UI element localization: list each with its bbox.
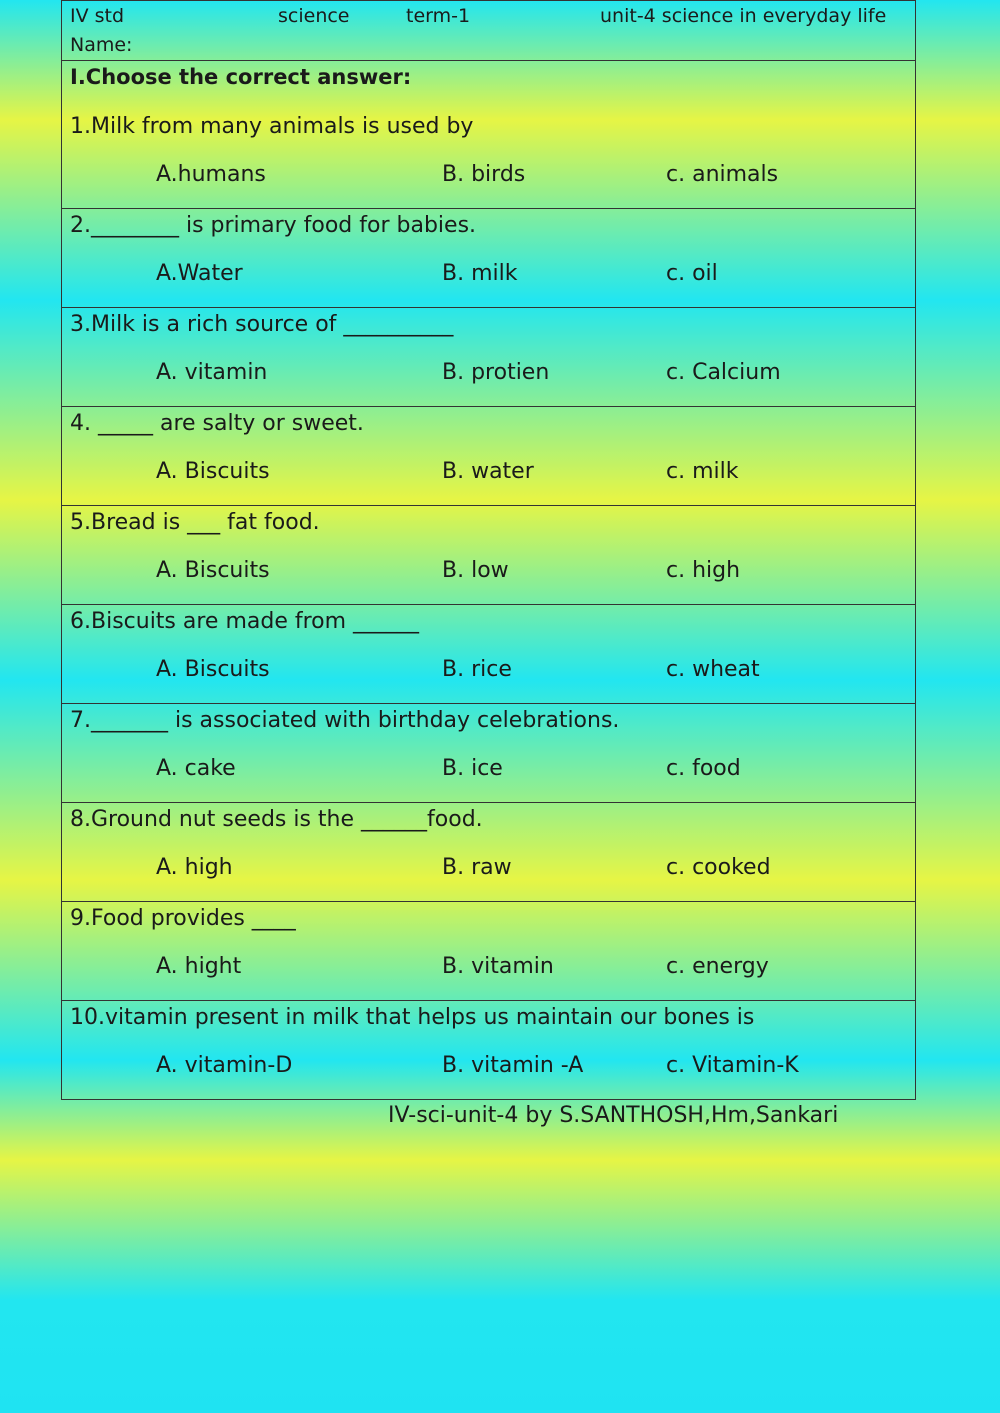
option-c[interactable]: c. cooked — [666, 855, 771, 880]
question-stem: 7._______ is associated with birthday celebrations. — [70, 708, 620, 733]
question-7 — [61, 703, 916, 802]
author-credit: IV-sci-unit-4 by S.SANTHOSH,Hm,Sankari — [388, 1103, 839, 1128]
question-6 — [61, 604, 916, 703]
option-c[interactable]: c. oil — [666, 261, 718, 286]
question-10 — [61, 1000, 916, 1100]
class-label: IV std — [70, 5, 125, 27]
question-stem: 9.Food provides ____ — [70, 906, 296, 931]
option-b[interactable]: B. raw — [442, 855, 512, 880]
option-a[interactable]: A. vitamin — [156, 360, 268, 385]
worksheet — [61, 0, 916, 1100]
option-c[interactable]: c. animals — [666, 162, 779, 187]
question-4 — [61, 406, 916, 505]
worksheet-header — [61, 0, 916, 60]
option-c[interactable]: c. milk — [666, 459, 739, 484]
subject-label: science — [278, 5, 350, 27]
option-a[interactable]: A. Biscuits — [156, 657, 270, 682]
option-c[interactable]: c. Calcium — [666, 360, 781, 385]
question-stem: 6.Biscuits are made from ______ — [70, 609, 420, 634]
question-stem: 4. _____ are salty or sweet. — [70, 411, 364, 436]
option-b[interactable]: B. protien — [442, 360, 550, 385]
question-5 — [61, 505, 916, 604]
option-c[interactable]: c. wheat — [666, 657, 760, 682]
question-8 — [61, 802, 916, 901]
option-c[interactable]: c. food — [666, 756, 741, 781]
option-a[interactable]: A. cake — [156, 756, 236, 781]
name-label: Name: — [70, 34, 133, 56]
option-a[interactable]: A. hight — [156, 954, 242, 979]
question-stem: 2.________ is primary food for babies. — [70, 213, 477, 238]
option-b[interactable]: B. milk — [442, 261, 518, 286]
section-title: I.Choose the correct answer: — [70, 65, 412, 89]
option-a[interactable]: A. Biscuits — [156, 558, 270, 583]
question-1 — [61, 60, 916, 208]
question-2 — [61, 208, 916, 307]
option-a[interactable]: A.humans — [156, 162, 266, 187]
option-b[interactable]: B. vitamin -A — [442, 1053, 584, 1078]
option-c[interactable]: c. high — [666, 558, 741, 583]
question-stem: 8.Ground nut seeds is the ______food. — [70, 807, 483, 832]
option-b[interactable]: B. low — [442, 558, 509, 583]
option-c[interactable]: c. energy — [666, 954, 769, 979]
question-9 — [61, 901, 916, 1000]
unit-label: unit-4 science in everyday life — [600, 5, 887, 27]
option-c[interactable]: c. Vitamin-K — [666, 1053, 799, 1078]
option-b[interactable]: B. water — [442, 459, 534, 484]
question-stem: 1.Milk from many animals is used by — [70, 114, 474, 139]
question-stem: 5.Bread is ___ fat food. — [70, 510, 320, 535]
term-label: term-1 — [406, 5, 471, 27]
option-a[interactable]: A.Water — [156, 261, 243, 286]
option-a[interactable]: A. high — [156, 855, 233, 880]
option-b[interactable]: B. vitamin — [442, 954, 554, 979]
option-a[interactable]: A. Biscuits — [156, 459, 270, 484]
question-stem: 3.Milk is a rich source of __________ — [70, 312, 454, 337]
option-b[interactable]: B. birds — [442, 162, 526, 187]
question-stem: 10.vitamin present in milk that helps us maintain our bones is — [70, 1005, 755, 1030]
option-b[interactable]: B. rice — [442, 657, 512, 682]
option-b[interactable]: B. ice — [442, 756, 503, 781]
option-a[interactable]: A. vitamin-D — [156, 1053, 293, 1078]
question-3 — [61, 307, 916, 406]
